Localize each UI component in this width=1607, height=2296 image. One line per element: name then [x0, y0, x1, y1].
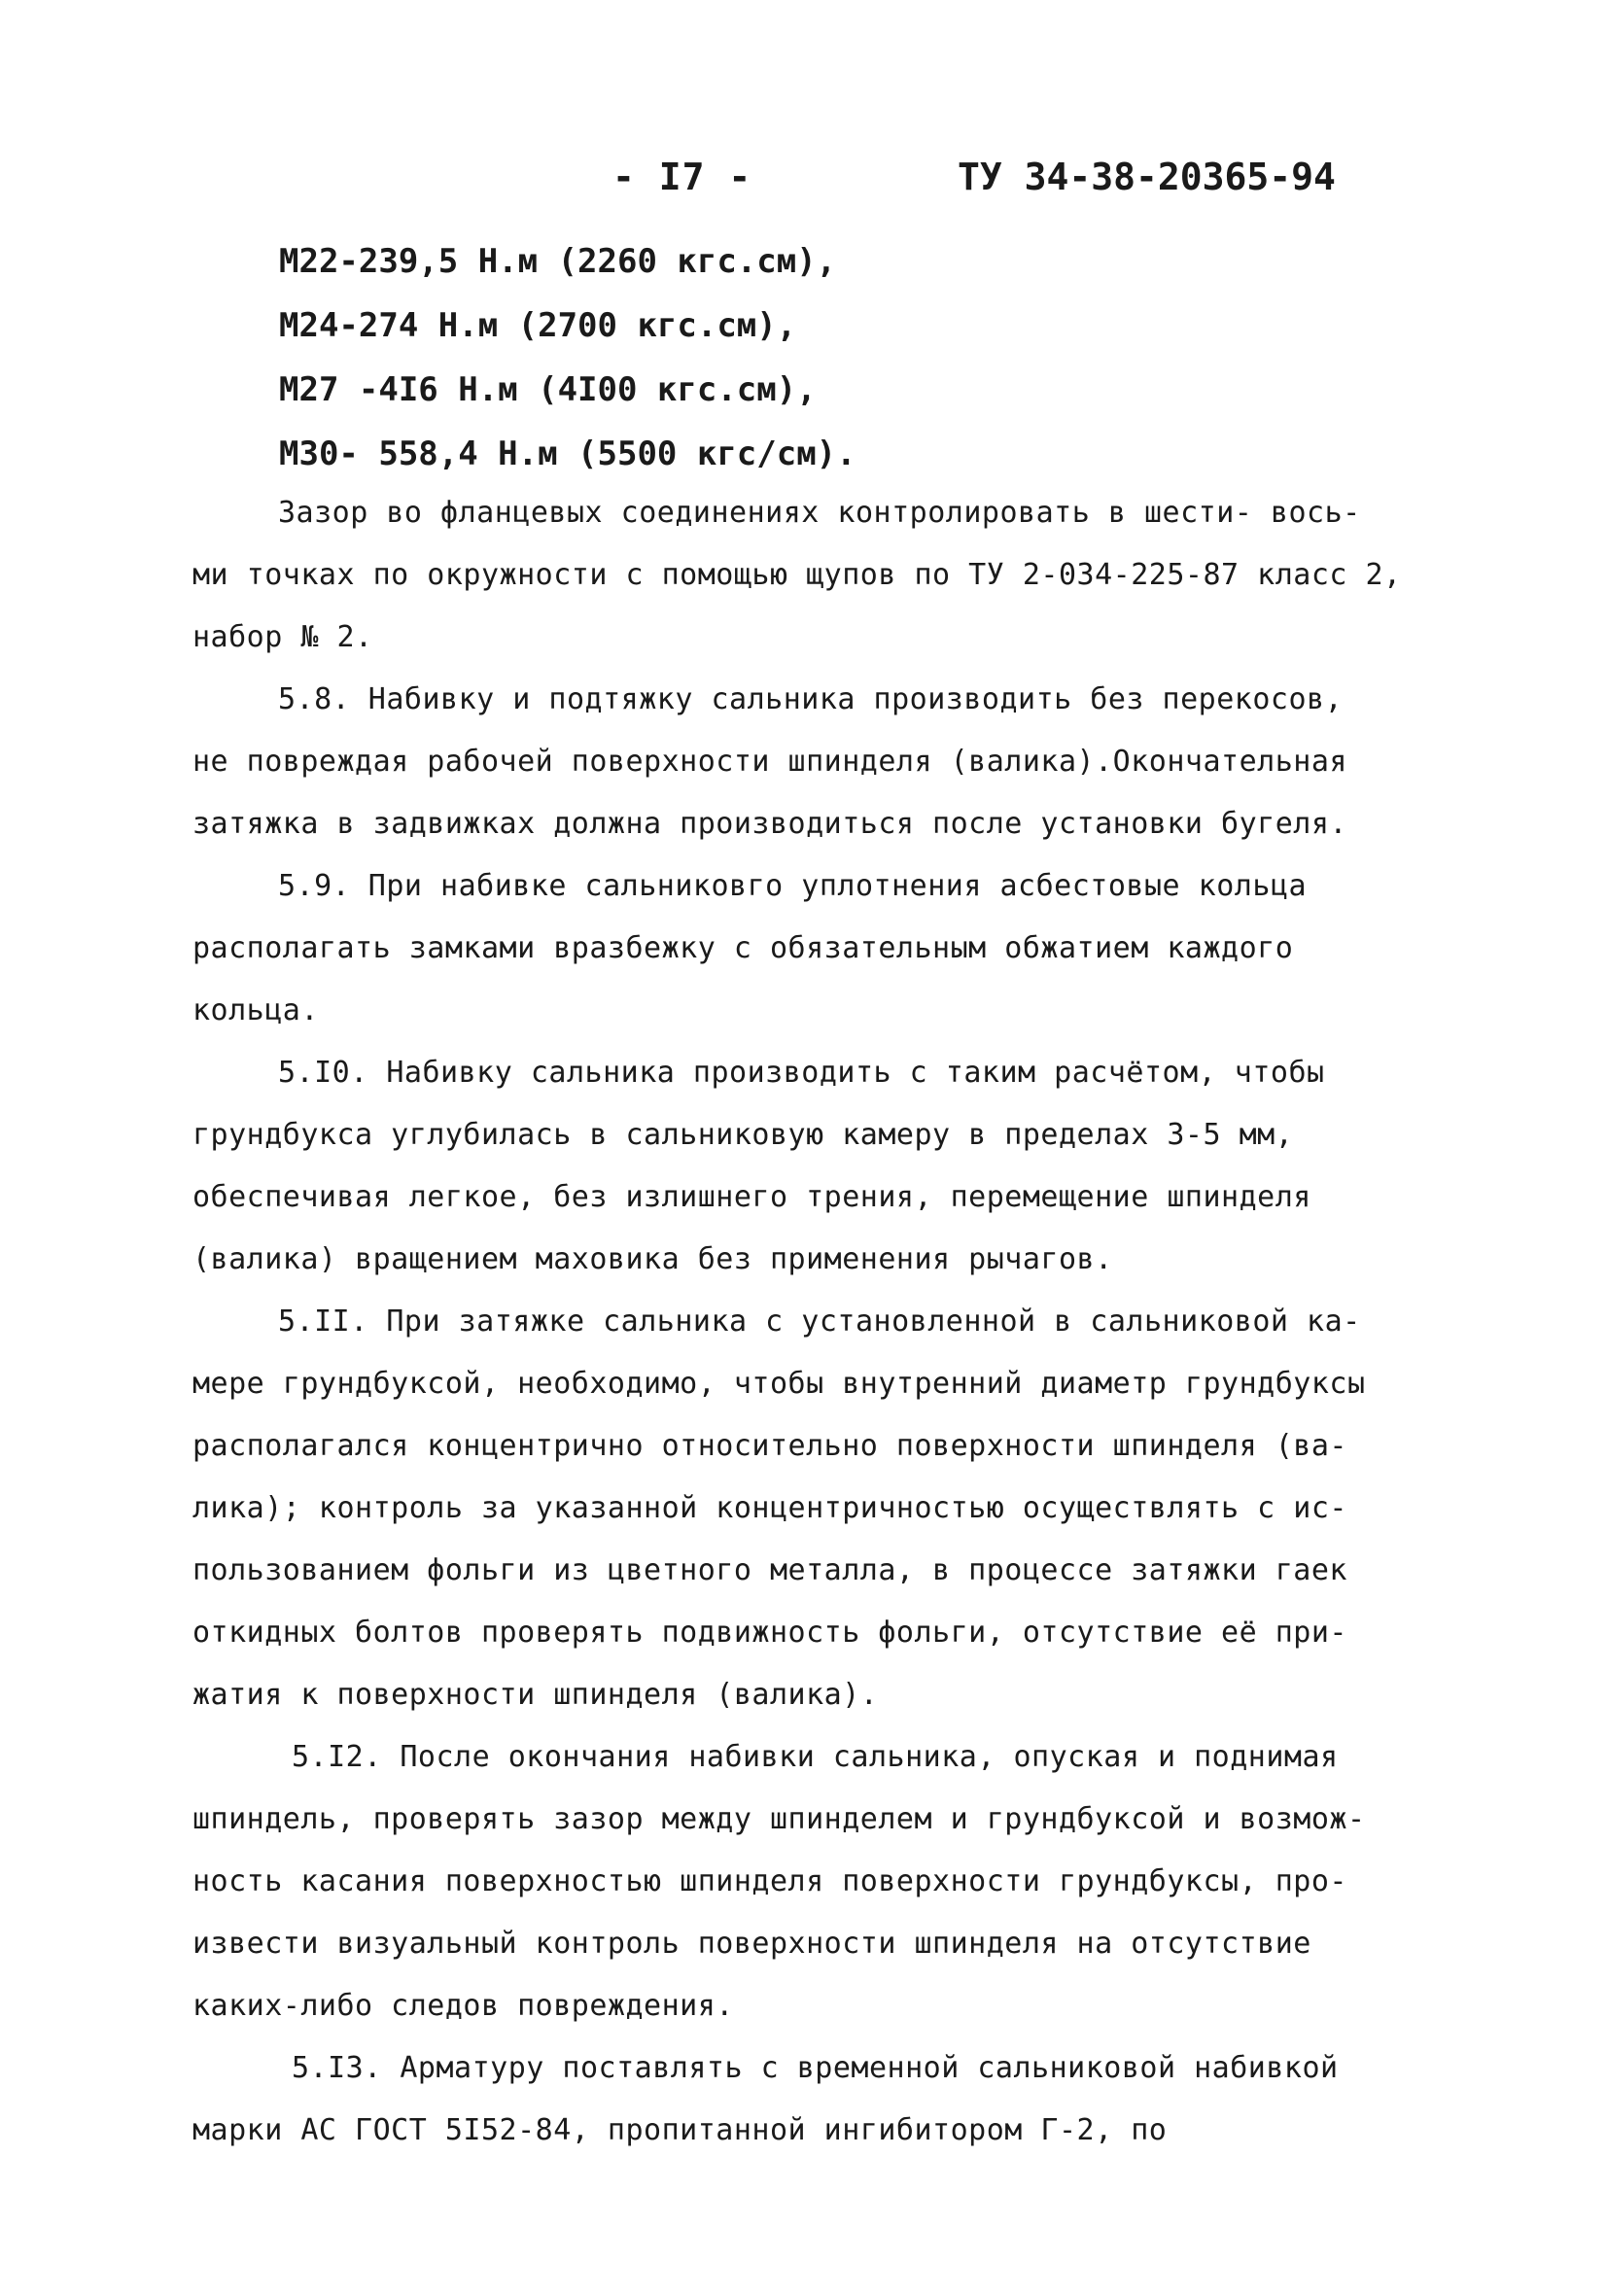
torque-value-m24: М24-274 Н.м (2700 кгс.см), [279, 306, 797, 345]
paragraph-line: извести визуальный контроль поверхности шпинделя на отсутствие [192, 1927, 1311, 1961]
paragraph-line: обеспечивая легкое, без излишнего трения, перемещение шпинделя [192, 1180, 1311, 1214]
paragraph-5-12 [192, 1726, 1466, 2037]
paragraph-line: 5.I3. Арматуру поставлять с временной сальниковой набивкой [292, 2051, 1339, 2085]
paragraph-line: располагался концентрично относительно поверхности шпинделя (ва- [192, 1429, 1347, 1463]
paragraph-5-11 [192, 1291, 1466, 1726]
paragraph-5-13 [192, 2037, 1466, 2162]
paragraph-line: 5.I0. Набивку сальника производить с таким расчётом, чтобы [278, 1056, 1325, 1090]
paragraph-5-10 [192, 1042, 1466, 1291]
paragraph-line: кольца. [192, 993, 319, 1027]
paragraph-line: затяжка в задвижках должна производиться после установки бугеля. [192, 807, 1347, 841]
paragraph-line: 5.II. При затяжке сальника с установленной в сальниковой ка- [278, 1305, 1361, 1339]
paragraph-line: не повреждая рабочей поверхности шпинделя (валика).Окончательная [192, 745, 1347, 779]
paragraph-line: располагать замками вразбежку с обязательным обжатием каждого [192, 931, 1294, 965]
torque-value-m22: М22-239,5 Н.м (2260 кгс.см), [279, 242, 837, 281]
document-body [192, 482, 1466, 2162]
paragraph-gap-control [192, 482, 1466, 669]
paragraph-line: шпиндель, проверять зазор между шпинделем и грундбуксой и возмож- [192, 1802, 1366, 1836]
paragraph-line: каких-либо следов повреждения. [192, 1989, 734, 2023]
paragraph-line: грундбукса углубилась в сальниковую камеру в пределах 3-5 мм, [192, 1118, 1294, 1152]
torque-value-m27: М27 -4I6 Н.м (4I00 кгс.см), [279, 370, 817, 409]
paragraph-line: 5.9. При набивке сальниковго уплотнения асбестовые кольца [278, 869, 1308, 903]
paragraph-line: жатия к поверхности шпинделя (валика). [192, 1678, 879, 1712]
paragraph-line: мере грундбуксой, необходимо, чтобы внутренний диаметр грундбуксы [192, 1367, 1366, 1401]
page-number: - I7 - [612, 156, 752, 198]
paragraph-line: набор № 2. [192, 620, 373, 654]
paragraph-line: пользованием фольги из цветного металла, в процессе затяжки гаек [192, 1553, 1347, 1587]
document-code: ТУ 34-38-20365-94 [958, 156, 1336, 198]
paragraph-line: марки АС ГОСТ 5I52-84, пропитанной ингибитором Г-2, по [192, 2113, 1168, 2147]
paragraph-line: ность касания поверхностью шпинделя поверхности грундбуксы, про- [192, 1864, 1347, 1898]
paragraph-5-9 [192, 855, 1466, 1042]
paragraph-line: 5.I2. После окончания набивки сальника, опуская и поднимая [292, 1740, 1339, 1774]
paragraph-line: лика); контроль за указанной концентричностью осуществлять с ис- [192, 1491, 1347, 1525]
paragraph-line: (валика) вращением маховика без применения рычагов. [192, 1242, 1113, 1276]
paragraph-line: ми точках по окружности с помощью щупов по ТУ 2-034-225-87 класс 2, [192, 558, 1402, 592]
torque-value-m30: М30- 558,4 Н.м (5500 кгс/см). [279, 435, 856, 473]
paragraph-line: 5.8. Набивку и подтяжку сальника производить без перекосов, [278, 682, 1344, 716]
torque-values-list [279, 229, 1446, 486]
paragraph-line: Зазор во фланцевых соединениях контролировать в шести- вось- [278, 496, 1361, 530]
paragraph-line: откидных болтов проверять подвижность фольги, отсутствие её при- [192, 1616, 1347, 1650]
page-header [0, 156, 1607, 214]
paragraph-5-8 [192, 669, 1466, 855]
